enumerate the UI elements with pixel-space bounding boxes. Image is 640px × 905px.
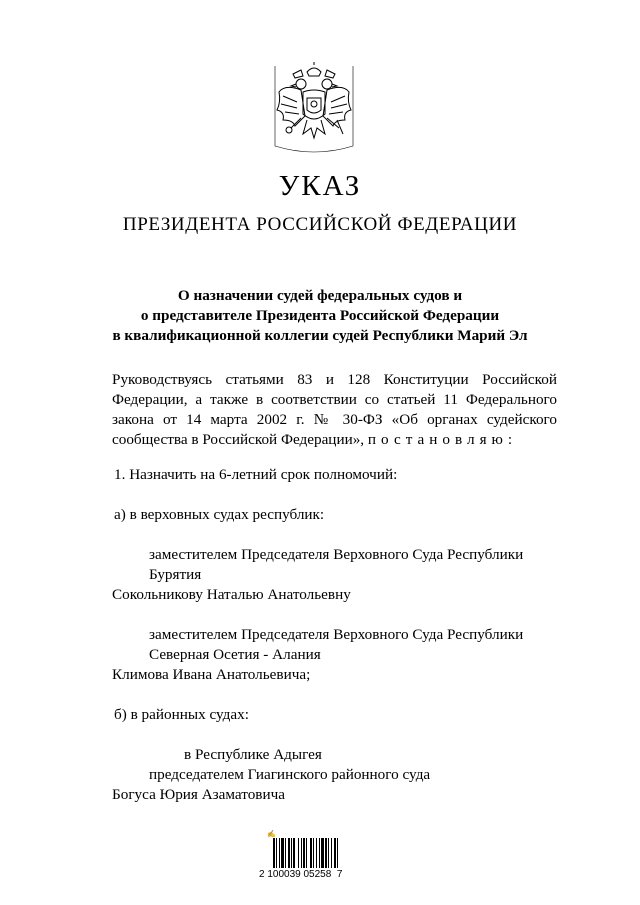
item-1: 1. Назначить на 6-летний срок полномочий: [114, 466, 398, 483]
appointee-name: Климова Ивана Анатольевича; [112, 666, 311, 683]
barcode-icon [263, 828, 383, 870]
document-title: УКАЗ [278, 170, 362, 202]
appointee-name: Сокольникову Наталью Анатольевну [112, 586, 351, 603]
appointment-position: Бурятия [149, 566, 202, 583]
heading-line: в квалификационной коллегии судей Республики Марий Эл [112, 327, 528, 344]
heading-line: О назначении судей федеральных судов и [177, 287, 463, 304]
sub-item-a: а) в верховных судах республик: [114, 506, 325, 523]
preamble-paragraph [112, 370, 557, 450]
svg-text:✍: ✍ [267, 831, 276, 838]
decree-heading [0, 286, 640, 346]
decree-word: постановляю: [367, 431, 518, 448]
appointment-position: Северная Осетия - Алания [149, 646, 321, 663]
appointee-name: Богуса Юрия Азаматовича [112, 786, 285, 803]
coat-of-arms-icon [271, 62, 357, 154]
heading-line: о представителе Президента Российской Федерации [140, 307, 500, 324]
appointment-position: заместителем Председателя Верховного Суда Республики [149, 546, 524, 563]
region-label: в Республике Адыгея [184, 746, 322, 763]
appointment-position: заместителем Председателя Верховного Суда Республики [149, 626, 524, 643]
preamble-text: Руководствуясь статьями 83 и 128 Конституции Российской Федерации, а также в соответствии со статьей 11 Федерального закона от 14 марта 2002 г. № 30-ФЗ «Об органах судейского сообщества в Российской Федерации», [112, 371, 557, 448]
appointment-position: председателем Гиагинского районного суда [149, 766, 431, 783]
barcode-number: 2 100039 05258 7 [259, 869, 343, 880]
sub-item-b: б) в районных судах: [114, 706, 249, 723]
document-subtitle: ПРЕЗИДЕНТА РОССИЙСКОЙ ФЕДЕРАЦИИ [122, 214, 518, 235]
